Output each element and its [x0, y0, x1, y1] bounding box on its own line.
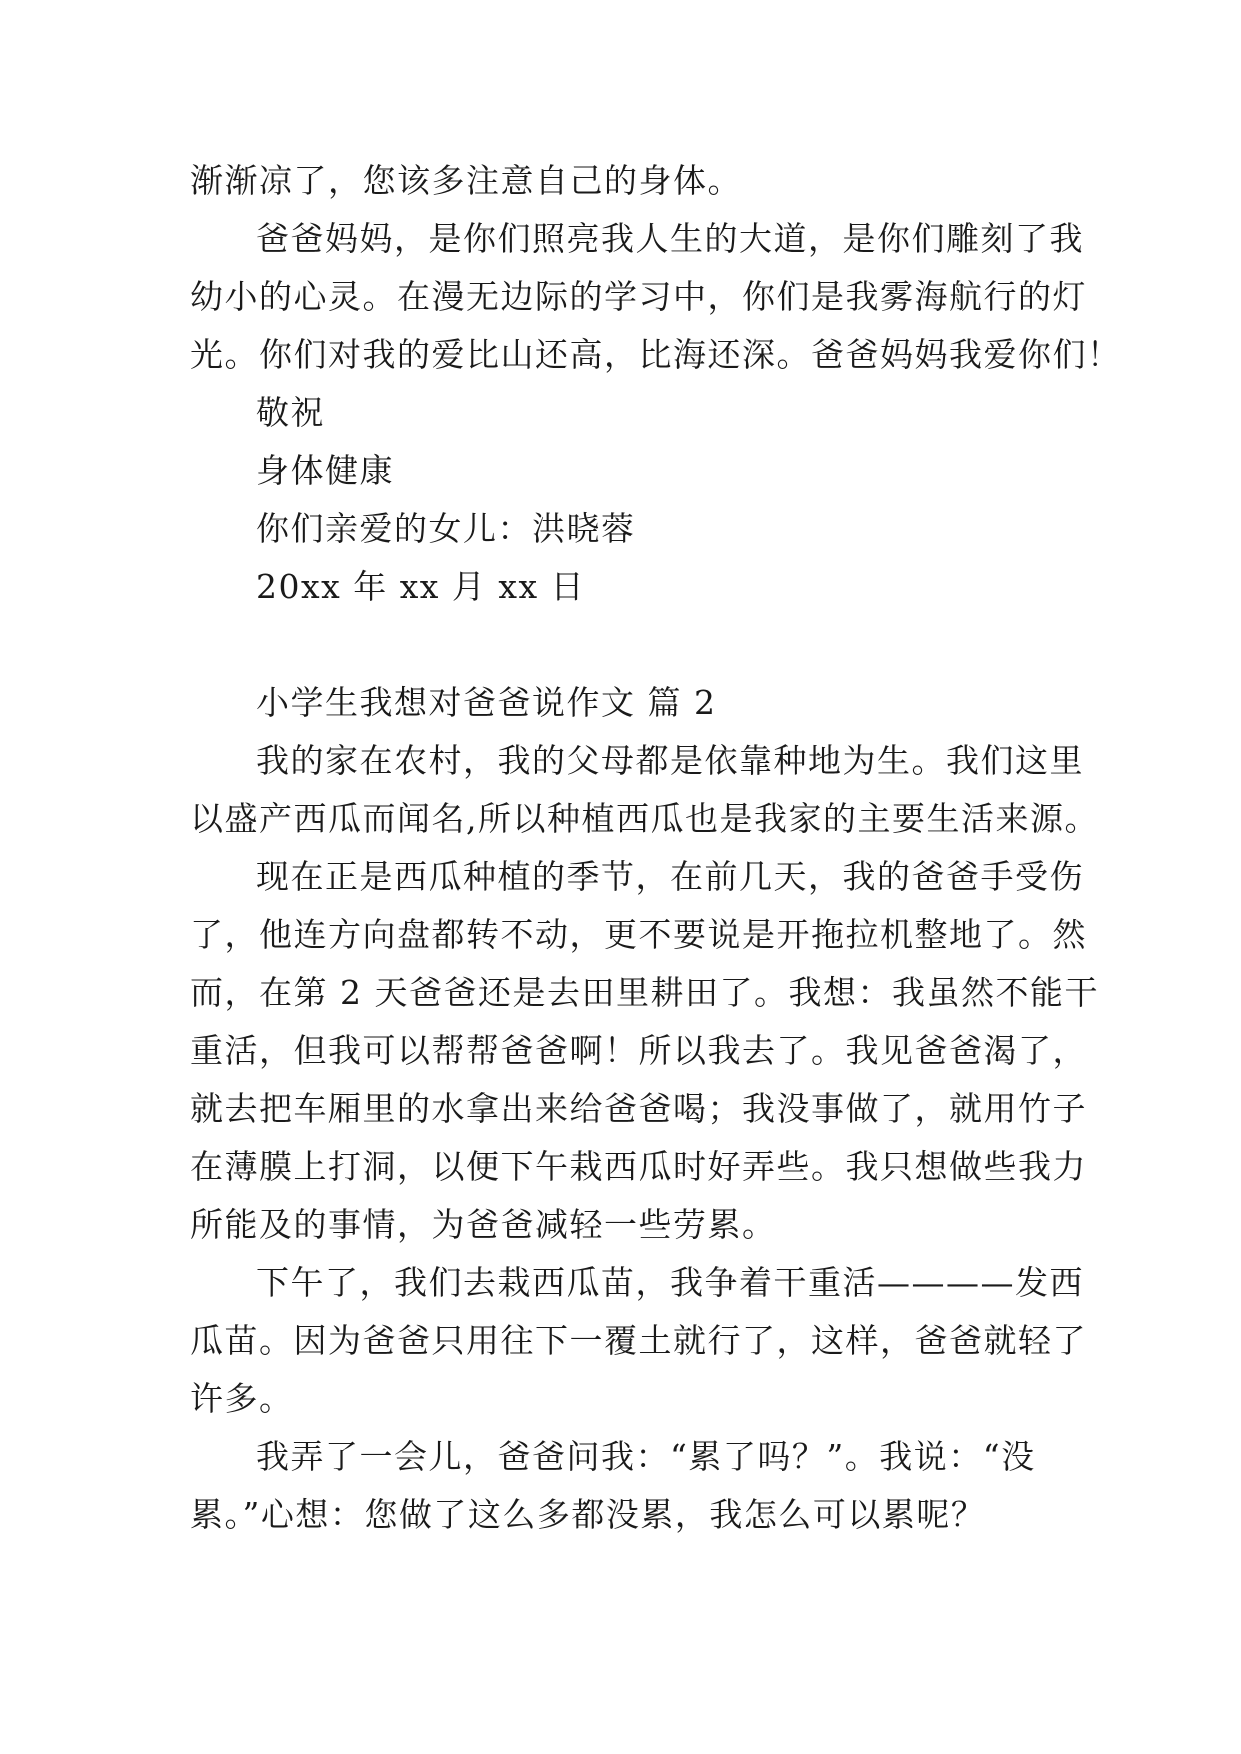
letter-line: 渐渐凉了，您该多注意自己的身体。 — [190, 161, 742, 200]
essay-paragraph-line: 了，他连方向盘都转不动，更不要说是开拖拉机整地了。然 — [190, 915, 1087, 954]
essay-title: 小学生我想对爸爸说作文 篇 2 — [256, 683, 717, 722]
letter-closing: 敬祝 — [256, 393, 325, 432]
letter-paragraph-line: 爸爸妈妈，是你们照亮我人生的大道，是你们雕刻了我 — [256, 219, 1084, 258]
essay-paragraph-line: 累。”心想：您做了这么多都没累，我怎么可以累呢？ — [190, 1495, 986, 1534]
essay-paragraph-line: 我弄了一会儿，爸爸问我：“累了吗？”。我说：“没 — [256, 1437, 1036, 1476]
essay-paragraph-line: 所能及的事情，为爸爸减轻一些劳累。 — [190, 1205, 777, 1244]
essay-paragraph-line: 就去把车厢里的水拿出来给爸爸喝；我没事做了，就用竹子 — [190, 1089, 1087, 1128]
essay-paragraph-line: 下午了，我们去栽西瓜苗，我争着干重活————发西 — [256, 1263, 1084, 1302]
essay-paragraph-line: 现在正是西瓜种植的季节，在前几天，我的爸爸手受伤 — [256, 857, 1084, 896]
letter-wish: 身体健康 — [256, 451, 394, 490]
letter-signature: 你们亲爱的女儿：洪晓蓉 — [256, 509, 636, 548]
essay-paragraph-line: 而，在第 2 天爸爸还是去田里耕田了。我想：我虽然不能干 — [190, 973, 1099, 1012]
essay-paragraph-line: 在薄膜上打洞，以便下午栽西瓜时好弄些。我只想做些我力 — [190, 1147, 1087, 1186]
letter-paragraph-line: 光。你们对我的爱比山还高，比海还深。爸爸妈妈我爱你们！ — [190, 335, 1122, 374]
essay-paragraph-line: 重活，但我可以帮帮爸爸啊！所以我去了。我见爸爸渴了， — [190, 1031, 1087, 1070]
essay-paragraph-line: 瓜苗。因为爸爸只用往下一覆土就行了，这样，爸爸就轻了 — [190, 1321, 1087, 1360]
essay-paragraph-line: 我的家在农村，我的父母都是依靠种地为生。我们这里 — [256, 741, 1084, 780]
letter-paragraph-line: 幼小的心灵。在漫无边际的学习中，你们是我雾海航行的灯 — [190, 277, 1087, 316]
text-column — [190, 152, 1122, 1544]
letter-date: 20xx 年 xx 月 xx 日 — [256, 567, 586, 606]
section-gap — [190, 616, 1070, 674]
essay-paragraph-line: 以盛产西瓜而闻名,所以种植西瓜也是我家的主要生活来源。 — [190, 799, 1099, 838]
essay-paragraph-line: 许多。 — [190, 1379, 294, 1418]
